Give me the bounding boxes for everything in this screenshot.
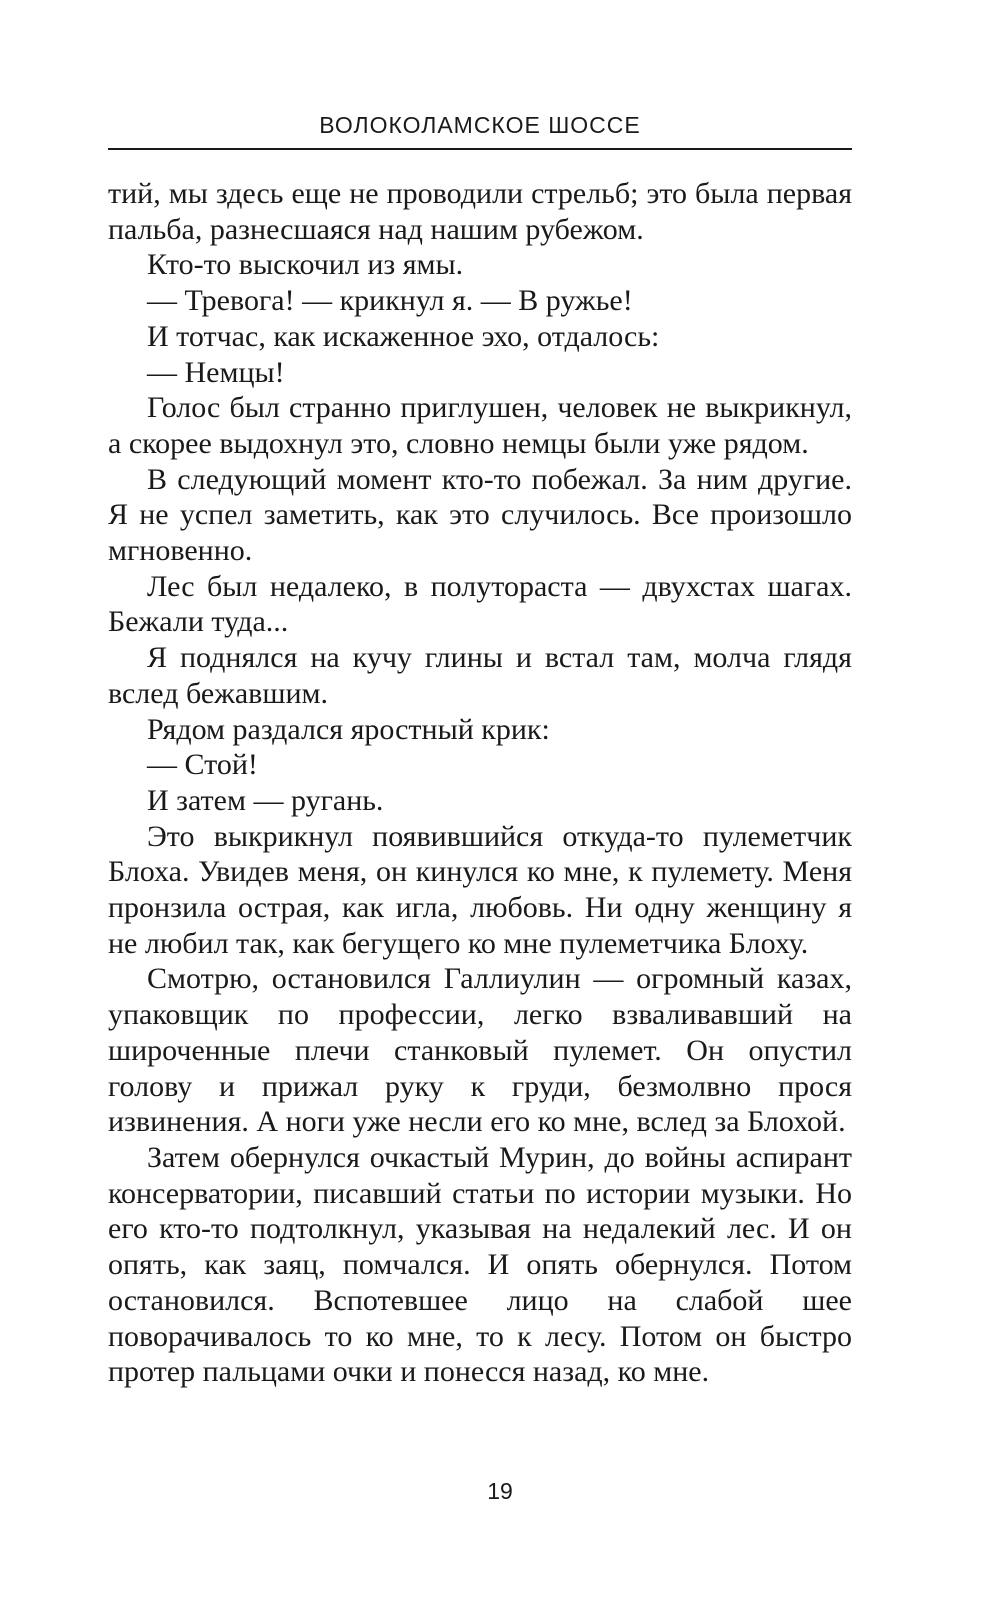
paragraph: Смотрю, остановился Галлиулин — огромный казах, упаковщик по профессии, легко взваливавший на широченные плечи станковый пулемет. Он опустил голову и прижал руку к груди, безмолвно прося извинения. А ноги уже несли его ко мне, вслед за Блохой. [108, 962, 852, 1139]
paragraph: — Немцы! [147, 355, 285, 389]
paragraph: — Стой! [147, 748, 258, 782]
paragraph: Кто-то выскочил из ямы. [147, 248, 464, 282]
paragraph: Это выкрикнул появившийся откуда-то пулеметчик Блоха. Увидев меня, он кинулся ко мне, к пулемету. Меня пронзила острая, как игла, любовь. Ни одну женщину я не любил так, как бегущего ко мне пулеметчика Блоху. [108, 819, 852, 960]
paragraph: И тотчас, как искаженное эхо, отдалось: [147, 319, 660, 353]
paragraph: Я поднялся на кучу глины и встал там, молча глядя вслед бежавшим. [108, 641, 852, 710]
paragraph: — Тревога! — крикнул я. — В ружье! [147, 284, 633, 318]
page-number: 19 [487, 1478, 513, 1504]
paragraph: Голос был странно приглушен, человек не выкрикнул, а скорее выдохнул это, словно немцы были уже рядом. [108, 391, 852, 460]
running-title: ВОЛОКОЛАМСКОЕ ШОССЕ [319, 112, 641, 138]
paragraph: тий, мы здесь еще не проводили стрельб; это была первая пальба, разнесшаяся над нашим рубежом. [108, 177, 852, 246]
paragraph: Затем обернулся очкастый Мурин, до войны аспирант консерватории, писавший статьи по истории музыки. Но его кто-то подтолкнул, указывая на недалекий лес. И он опять, как заяц, помчался. И опять обернулся. Потом остановился. Вспотевшее лицо на слабой шее поворачивалось то ко мне, то к лесу. Потом он быстро протер пальцами очки и понесся назад, ко мне. [108, 1140, 852, 1389]
header-rule [108, 148, 852, 150]
paragraph: Лес был недалеко, в полутораста — двухстах шагах. Бежали туда... [108, 569, 852, 639]
paragraph: Рядом раздался яростный крик: [147, 712, 550, 746]
body-text [108, 176, 852, 1390]
paragraph: В следующий момент кто-то побежал. За ним другие. Я не успел заметить, как это случилось. Все произошло мгновенно. [108, 462, 852, 568]
paragraph: И затем — ругань. [147, 783, 384, 817]
